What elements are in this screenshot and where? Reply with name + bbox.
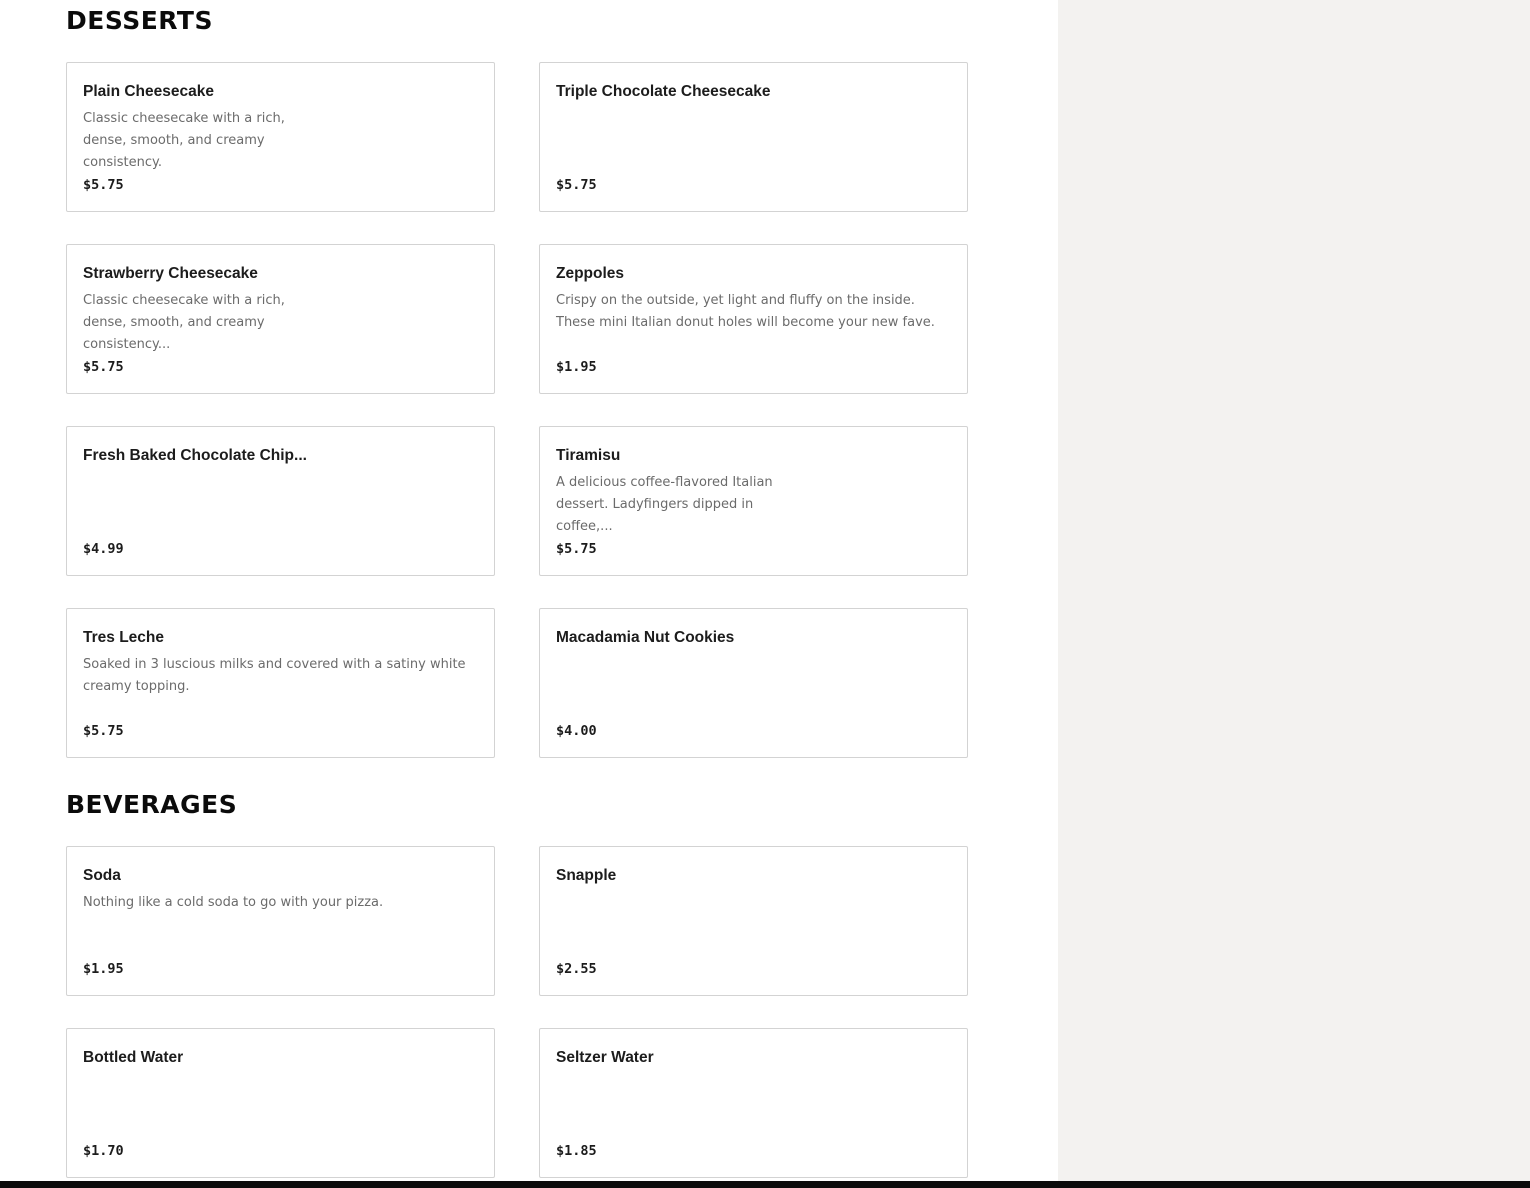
- item-name: Strawberry Cheesecake: [83, 265, 258, 282]
- item-name: Bottled Water: [83, 1049, 184, 1066]
- menu-item-card[interactable]: [66, 846, 495, 996]
- item-name: Seltzer Water: [556, 1049, 654, 1066]
- item-price: $4.00: [556, 723, 597, 739]
- bottom-bar: [0, 1181, 1530, 1188]
- item-price: $1.95: [83, 961, 124, 977]
- menu-item-card[interactable]: [539, 426, 968, 576]
- item-price: $1.85: [556, 1143, 597, 1159]
- menu-item-card[interactable]: [539, 608, 968, 758]
- item-name: Tiramisu: [556, 447, 621, 464]
- menu-item-card[interactable]: [539, 1028, 968, 1178]
- right-sidebar-panel: [1058, 0, 1530, 1188]
- menu-item-card[interactable]: [539, 244, 968, 394]
- menu-item-card[interactable]: [66, 608, 495, 758]
- beverages-grid: [66, 846, 968, 1178]
- item-description: Crispy on the outside, yet light and fluffy on the inside. These mini Italian donut holes will become your new fave.: [556, 293, 935, 330]
- item-name: Zeppoles: [556, 265, 625, 282]
- item-price: $5.75: [556, 177, 597, 193]
- menu-item-card[interactable]: [66, 244, 495, 394]
- item-description: Soaked in 3 luscious milks and covered with a satiny white creamy topping.: [83, 657, 466, 694]
- menu-item-card[interactable]: [66, 426, 495, 576]
- menu-item-card[interactable]: [66, 62, 495, 212]
- menu-item-card[interactable]: [539, 62, 968, 212]
- item-price: $4.99: [83, 541, 124, 557]
- item-name: Snapple: [556, 867, 617, 884]
- section-title-beverages: BEVERAGES: [66, 790, 238, 819]
- menu-item-card[interactable]: [66, 1028, 495, 1178]
- item-name: Fresh Baked Chocolate Chip...: [83, 447, 307, 464]
- item-price: $5.75: [83, 359, 124, 375]
- item-price: $5.75: [83, 177, 124, 193]
- item-price: $5.75: [83, 723, 124, 739]
- desserts-grid: [66, 62, 968, 758]
- item-name: Macadamia Nut Cookies: [556, 629, 735, 646]
- item-name: Triple Chocolate Cheesecake: [556, 83, 771, 100]
- item-description: Classic cheesecake with a rich, dense, smooth, and creamy consistency...: [83, 293, 285, 352]
- item-price: $1.95: [556, 359, 597, 375]
- item-description: Classic cheesecake with a rich, dense, smooth, and creamy consistency.: [83, 111, 285, 170]
- item-price: $5.75: [556, 541, 597, 557]
- item-price: $1.70: [83, 1143, 124, 1159]
- item-description: Nothing like a cold soda to go with your pizza.: [83, 895, 384, 910]
- menu-item-card[interactable]: [539, 846, 968, 996]
- item-name: Plain Cheesecake: [83, 83, 214, 100]
- item-description: A delicious coffee-flavored Italian dessert. Ladyfingers dipped in coffee,...: [556, 475, 773, 534]
- item-price: $2.55: [556, 961, 597, 977]
- item-name: Tres Leche: [83, 629, 164, 646]
- section-title-desserts: DESSERTS: [66, 6, 213, 35]
- item-name: Soda: [83, 867, 121, 884]
